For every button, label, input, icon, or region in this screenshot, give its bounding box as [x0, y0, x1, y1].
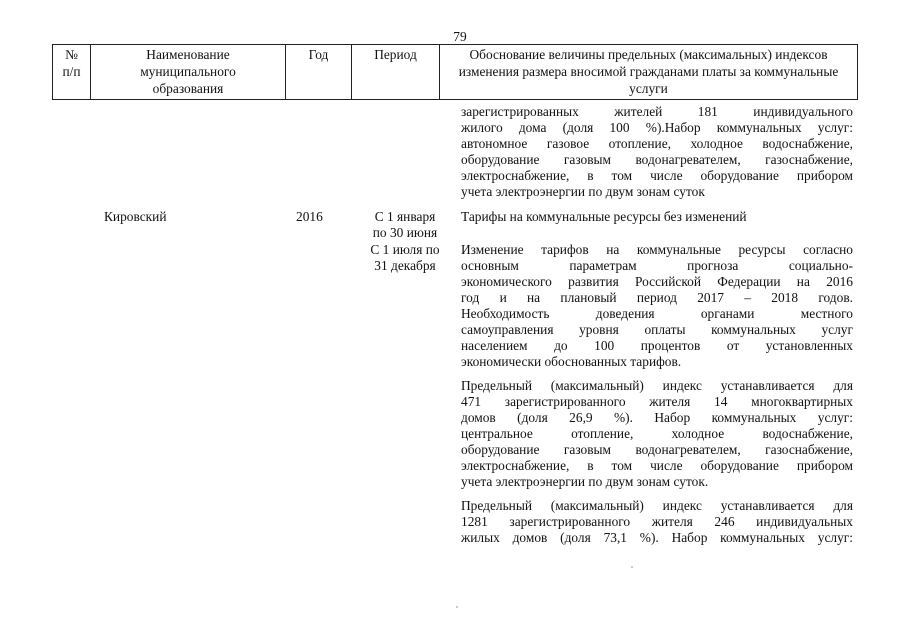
text-line: 471 зарегистрированного жителя 14 многоквартирных: [461, 394, 853, 409]
row-year: 2016: [296, 209, 323, 224]
period-first-half: С 1 января по 30 июня: [372, 209, 438, 240]
header-period: Период: [352, 45, 440, 100]
text-line: самоуправления уровня оплаты коммунальных услуг: [461, 322, 853, 337]
text-line: оборудование газовым водонагревателем, газоснабжение,: [461, 442, 853, 457]
text-line: Предельный (максимальный) индекс устанавливается для: [461, 378, 853, 393]
scan-speck: [631, 566, 633, 568]
text-line: домов (доля 26,9 %). Набор коммунальных услуг:: [461, 410, 853, 425]
justification-paragraph-b: [461, 378, 853, 490]
continuation-text: [461, 104, 853, 200]
period-second-half: С 1 июля по 31 декабря: [370, 242, 440, 273]
text-line: Изменение тарифов на коммунальные ресурсы согласно: [461, 242, 853, 257]
text-line: учета электроэнергии по двум зонам суток.: [461, 474, 709, 489]
text-line: 1281 зарегистрированного жителя 246 индивидуальных: [461, 514, 853, 529]
tariff-table: [52, 44, 858, 100]
header-justification: Обоснование величины предельных (максимальных) индексов изменения размера вносимой гражданами платы за коммунальные услуги: [440, 45, 858, 100]
text-line: жилого дома (доля 100 %).Набор коммунальных услуг:: [461, 120, 853, 135]
municipality-name: Кировский: [104, 209, 167, 224]
text-line: населением до 100 процентов от установленных: [461, 338, 853, 353]
header-year: Год: [286, 45, 352, 100]
page-number: 79: [453, 29, 467, 44]
text-line: год и на плановый период 2017 – 2018 годов.: [461, 290, 853, 305]
text-line: учета электроэнергии по двум зонам суток: [461, 184, 705, 199]
text-line: электроснабжение, в том числе оборудование прибором: [461, 458, 853, 473]
header-municipality: Наименование муниципального образования: [91, 45, 286, 100]
scan-speck: [456, 606, 458, 608]
text-line: Предельный (максимальный) индекс устанавливается для: [461, 498, 853, 513]
justification-paragraph-c: [461, 498, 853, 546]
justification-paragraph-a: [461, 242, 853, 370]
text-line: основным параметрам прогноза социально-: [461, 258, 853, 273]
text-line: автономное газовое отопление, холодное водоснабжение,: [461, 136, 853, 151]
text-line: экономического развития Российской Федерации на 2016: [461, 274, 853, 289]
table-header-row: [53, 45, 858, 100]
header-number: № п/п: [53, 45, 91, 100]
justification-first-half: Тарифы на коммунальные ресурсы без изменений: [461, 209, 747, 224]
text-line: оборудование газовым водонагревателем, газоснабжение,: [461, 152, 853, 167]
text-line: зарегистрированных жителей 181 индивидуального: [461, 104, 853, 119]
text-line: экономически обоснованных тарифов.: [461, 354, 682, 369]
text-line: электроснабжение, в том числе оборудование прибором: [461, 168, 853, 183]
text-line: центральное отопление, холодное водоснабжение,: [461, 426, 853, 441]
text-line: Необходимость доведения органами местного: [461, 306, 853, 321]
text-line: жилых домов (доля 73,1 %). Набор коммунальных услуг:: [461, 530, 853, 545]
